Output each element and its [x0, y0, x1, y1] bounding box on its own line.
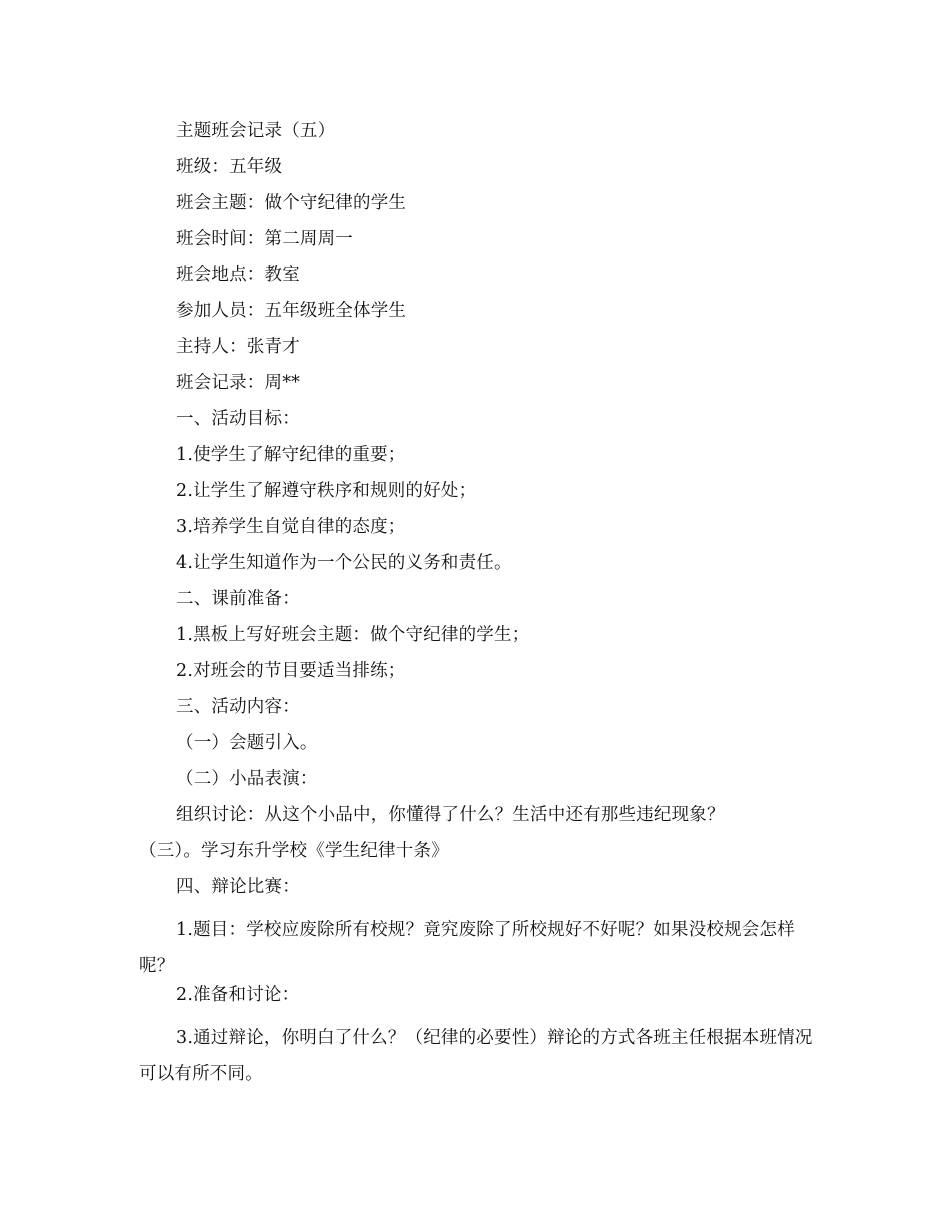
recorder-line: 班会记录：周**: [176, 373, 301, 393]
host-line: 主持人：张青才: [176, 337, 300, 357]
debate-item-3: 3.通过辩论，你明白了什么？（纪律的必要性）辩论的方式各班主任根据本班情况可以有所不同。: [139, 1028, 813, 1084]
section-heading-debate: 四、辩论比赛：: [176, 877, 300, 897]
preparation-item-2: 2.对班会的节目要适当排练；: [176, 661, 406, 681]
class-grade-line: 班级：五年级: [176, 157, 283, 177]
document-title: 主题班会记录（五）: [176, 121, 336, 141]
debate-item-1: 1.题目：学校应废除所有校规？竟究废除了所校规好不好呢？如果没校规会怎样呢？: [139, 920, 795, 976]
content-item-2: （二）小品表演：: [176, 769, 318, 789]
content-item-1: （一）会题引入。: [176, 733, 318, 753]
section-heading-preparation: 二、课前准备：: [176, 589, 300, 609]
discussion-line: 组织讨论：从这个小品中，你懂得了什么？生活中还有那些违纪现象？: [176, 805, 725, 825]
section-heading-content: 三、活动内容：: [176, 697, 300, 717]
meeting-time-line: 班会时间：第二周周一: [176, 229, 353, 249]
objective-item-2: 2.让学生了解遵守秩序和规则的好处；: [176, 481, 477, 501]
objective-item-1: 1.使学生了解守纪律的重要；: [176, 445, 406, 465]
debate-item-2: 2.准备和讨论：: [176, 985, 300, 1005]
meeting-location-line: 班会地点：教室: [176, 265, 300, 285]
meeting-theme-line: 班会主题：做个守纪律的学生: [176, 193, 407, 213]
objective-item-4: 4.让学生知道作为一个公民的义务和责任。: [176, 553, 512, 573]
preparation-item-1: 1.黑板上写好班会主题：做个守纪律的学生；: [176, 625, 530, 645]
section-heading-objectives: 一、活动目标：: [176, 409, 300, 429]
objective-item-3: 3.培养学生自觉自律的态度；: [176, 517, 406, 537]
participants-line: 参加人员：五年级班全体学生: [176, 301, 407, 321]
content-item-3: （三）。学习东升学校《学生纪律十条》: [139, 841, 449, 861]
